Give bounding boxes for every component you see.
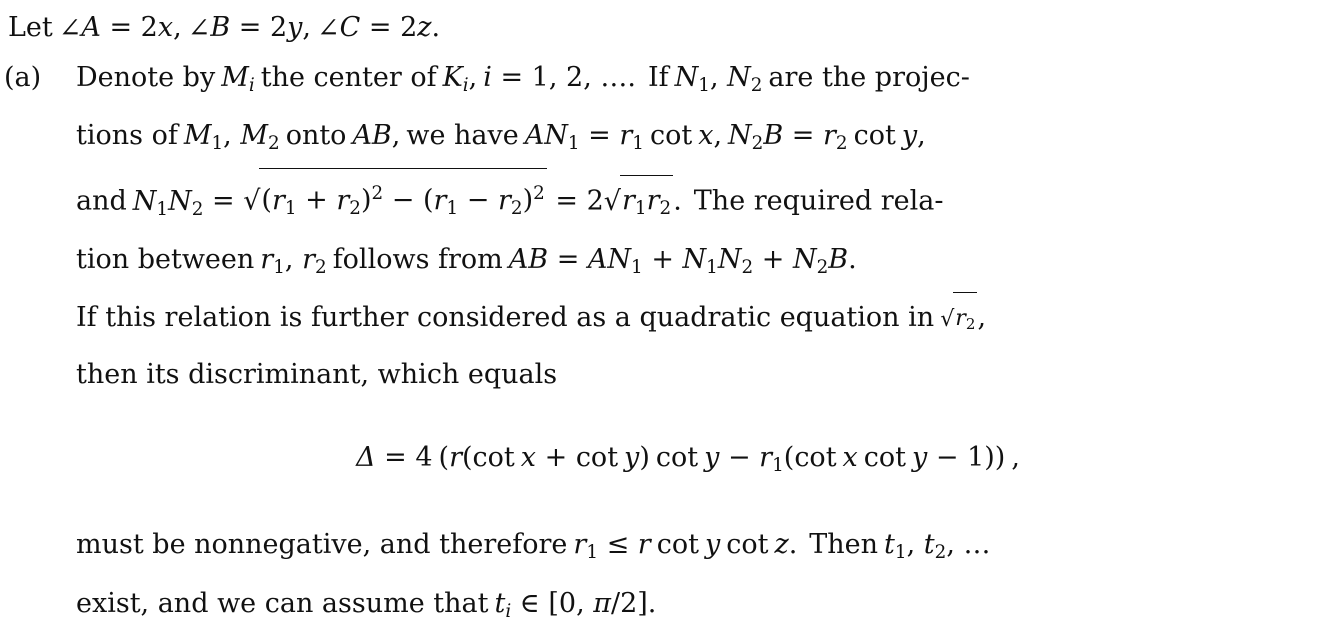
sqrt-expression-1: $√(r1 + r2)^2 - (r1 - r2)^2$ bbox=[243, 169, 547, 235]
item-body bbox=[76, 53, 1340, 637]
body-line-5: If this relation is further considered as a quadratic equation in √r2, bbox=[76, 293, 1340, 350]
sqrt-expression-3: √r2 bbox=[940, 293, 977, 350]
text-if-this-relation: If this relation is further considered as a quadratic equation in bbox=[76, 302, 935, 334]
angle-symbol-A: ∠ bbox=[58, 13, 82, 44]
intro-line bbox=[8, 3, 440, 53]
body-line-3: and $N1N2 = √(r1 + r2)^2 - (r1 - r2)^2 = 2√r1r2$. The required rela- bbox=[76, 169, 1340, 235]
body-line-8: exist, and we can assume that $t_i$ ∈ [0, π/2]. bbox=[76, 587, 657, 622]
text-must-be-nonnegative: must be nonnegative, and therefore bbox=[76, 529, 568, 561]
intro-text: Let ∠A = 2x, ∠B = 2y, ∠C = 2z. bbox=[8, 12, 440, 43]
angle-symbol-B: ∠ bbox=[187, 13, 211, 44]
text-the-center-of: the center of bbox=[260, 62, 437, 93]
text-then: Then bbox=[809, 529, 879, 561]
text-and: and bbox=[76, 185, 127, 217]
sqrt-expression-2: √r1r2 bbox=[604, 176, 673, 235]
item-label: (a) bbox=[4, 62, 42, 93]
delta-symbol: Δ bbox=[356, 442, 376, 474]
text-follows-from: follows from bbox=[332, 243, 503, 275]
body-line-6 bbox=[76, 350, 1340, 400]
body-line-1: Denote by $M_i$ the center of $K_i$, i = 1, 2, …. If N1, N2 are the projec- bbox=[76, 62, 970, 97]
body-line-4: tion between r1, r2 follows from AB = AN1 + N1N2 + N2B. bbox=[76, 243, 857, 279]
cot-op-1: cot bbox=[649, 120, 693, 152]
text-if: If bbox=[647, 62, 669, 93]
word-let: Let bbox=[8, 12, 53, 43]
cot-op-2: cot bbox=[853, 120, 896, 152]
text-tion-between: tion between bbox=[76, 243, 255, 275]
text-onto: onto bbox=[285, 120, 347, 152]
body-line-7: must be nonnegative, and therefore r1 ≤ r cot y cot z. Then t1, t2, … bbox=[76, 529, 991, 564]
text-we-have: we have bbox=[406, 120, 519, 152]
angle-symbol-C: ∠ bbox=[316, 13, 340, 44]
text-denote-by: Denote by bbox=[76, 62, 216, 93]
display-equation-content: Δ = 4 (r(cot x + cot y) cot y − r1(cot x cot y − 1)) , bbox=[356, 442, 1020, 477]
text-then-discriminant: then its discriminant, which equals bbox=[76, 359, 558, 391]
text-required-rela: The required rela- bbox=[693, 185, 944, 217]
text-exist-assume: exist, and we can assume that bbox=[76, 587, 489, 619]
text-are-projections: are the projec- bbox=[768, 62, 970, 93]
list-item-a bbox=[4, 53, 1340, 637]
body-line-2: tions of M1, M2 onto AB, we have AN1 = r1 cot x, N2B = r2 cot y, bbox=[76, 120, 926, 155]
text-tions-of: tions of bbox=[76, 120, 178, 152]
display-equation bbox=[36, 442, 1340, 476]
